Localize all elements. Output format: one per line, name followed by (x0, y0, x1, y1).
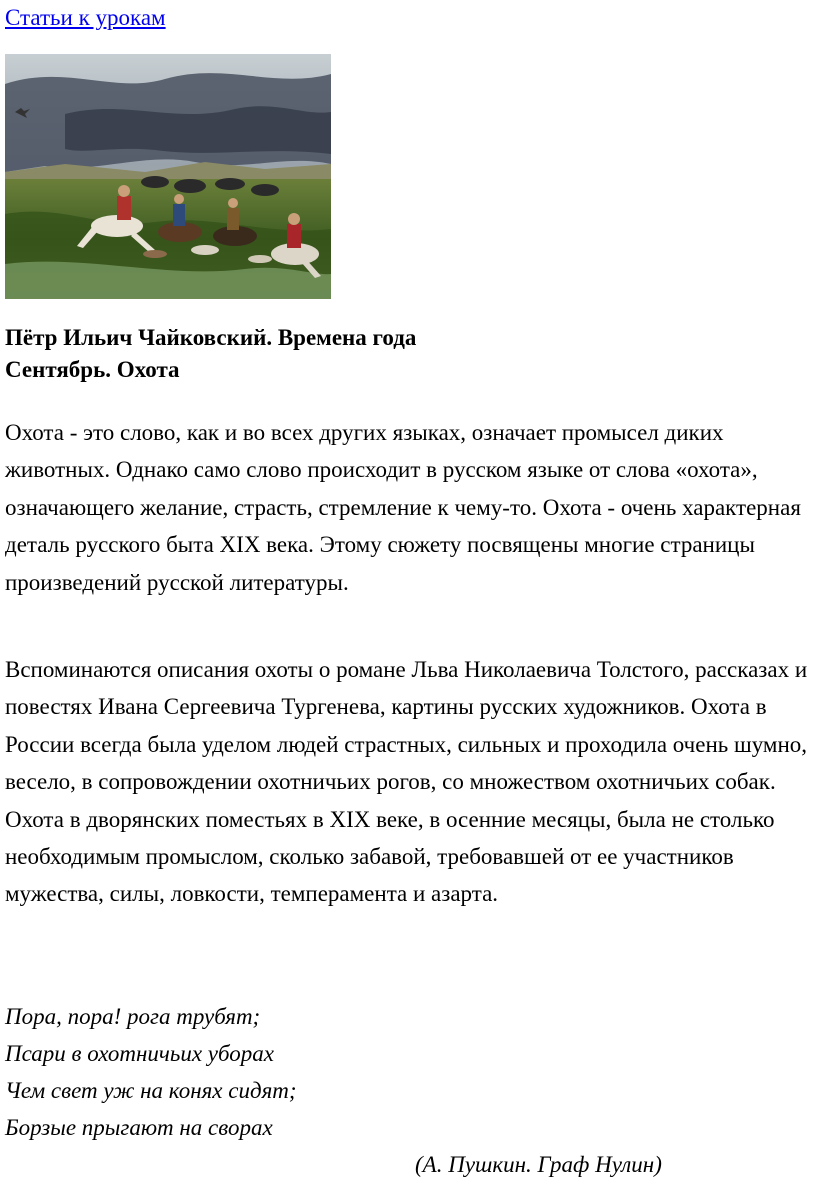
article-title-line2: Сентябрь. Охота (5, 357, 180, 382)
paragraph-1: Охота - это слово, как и во всех других языках, означает промысел диких животных. Однако само слово происходит в русском языке от слова «охота», означающего желание, страсть, стремление к чему-то. Охота - очень характерная деталь русского быта XIX века. Этому сюжету посвящены многие страницы произведений русской литературы. (5, 420, 801, 595)
article-title (5, 322, 416, 386)
poem-line: Псари в охотничьих уборах (5, 1041, 274, 1066)
article-title-line1: Пётр Ильич Чайковский. Времена года (5, 325, 417, 350)
articles-link[interactable]: Статьи к урокам (5, 5, 166, 30)
hunting-painting-image (5, 54, 331, 299)
paragraph-2: Вспоминаются описания охоты о романе Льва Николаевича Толстого, рассказах и повестях Ивана Сергеевича Тургенева, картины русских художников. Охота в России всегда была уделом людей страстных, сильных и проходила очень шумно, весело, в сопровождении охотничьих рогов, со множеством охотничьих собак. Охота в дворянских поместьях в XIX веке, в осенние месяцы, была не столько необходимым промыслом, сколько забавой, требовавшей от ее участников мужества, силы, ловкости, темперамента и азарта. (5, 657, 808, 907)
poem-line: Пора, пора! рога трубят; (5, 1004, 261, 1029)
poem-line: Чем свет уж на конях сидят; (5, 1078, 297, 1103)
poem-quote (5, 998, 297, 1146)
poem-attribution: (А. Пушкин. Граф Нулин) (415, 1152, 662, 1177)
poem-line: Борзые прыгают на сворах (5, 1115, 273, 1140)
